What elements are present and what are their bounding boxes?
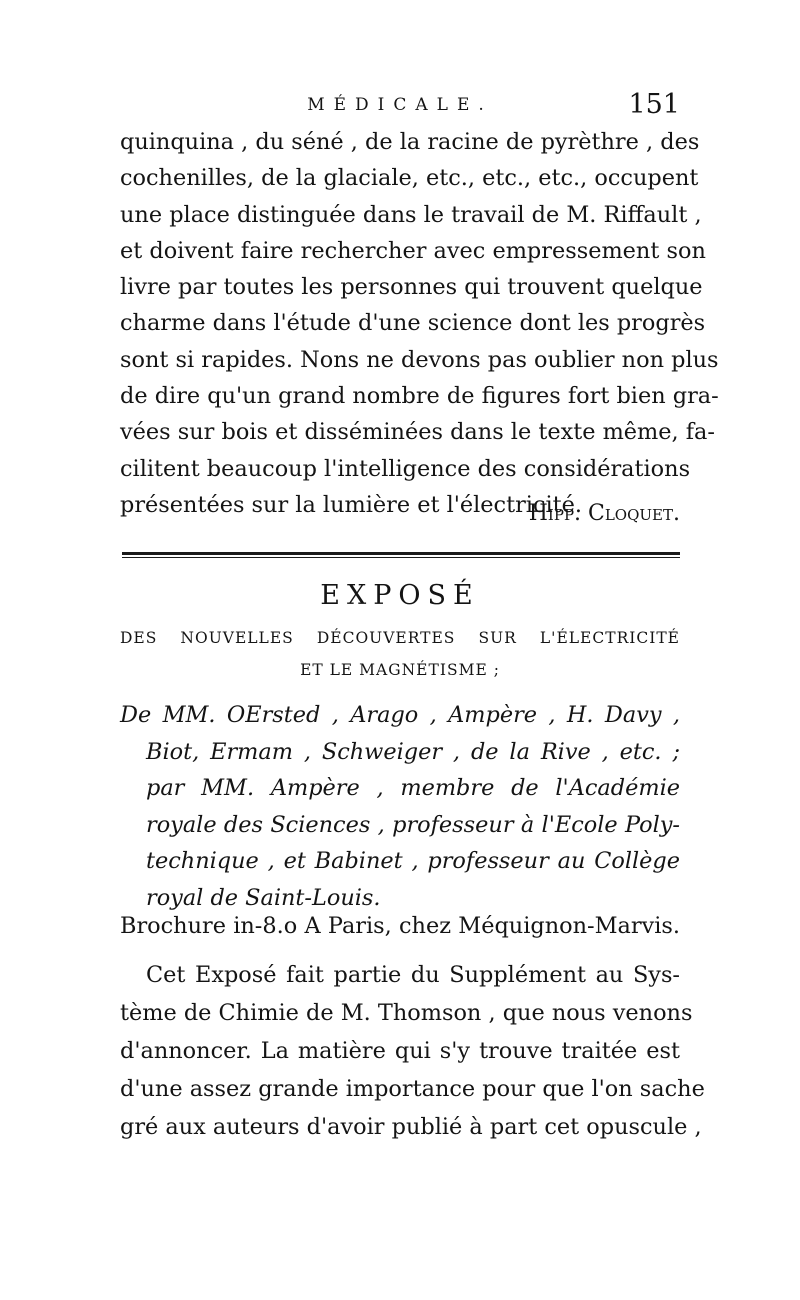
brochure-line: Brochure in-8.o A Paris, chez Méquignon-Marvis.: [120, 913, 680, 939]
text-line: gré aux auteurs d'avoir publié à part cet opuscule ,: [120, 1114, 702, 1140]
subtitle-line: DES NOUVELLES DÉCOUVERTES SUR L'ÉLECTRICITÉ: [120, 629, 680, 647]
text-line: Cet Exposé fait partie du Supplément au Sys-: [146, 962, 680, 988]
author-signature: Hipp. Cloquet.: [528, 501, 680, 526]
text-line: sont si rapides. Nons ne devons pas oublier non plus: [120, 346, 719, 373]
publication-info: [120, 908, 680, 944]
text-line: cilitent beaucoup l'intelligence des considérations: [120, 455, 691, 482]
text-line: une place distinguée dans le travail de M. Riffault ,: [120, 201, 702, 228]
text-line: et doivent faire rechercher avec empressement son: [120, 237, 706, 264]
divider-thick-line: [122, 552, 680, 555]
authors-block: [120, 697, 680, 916]
section-divider: [122, 552, 680, 558]
authors-line: royal de Saint-Louis.: [146, 884, 381, 911]
authors-line: technique , et Babinet , professeur au Collège: [146, 848, 680, 874]
divider-thin-line: [122, 557, 680, 558]
authors-line: Biot, Ermam , Schweiger , de la Rive , etc. ;: [146, 738, 680, 765]
text-line: cochenilles, de la glaciale, etc., etc., etc., occupent: [120, 165, 699, 192]
running-title: MÉDICALE.: [307, 95, 493, 115]
text-line: vées sur bois et disséminées dans le texte même, fa-: [120, 419, 715, 446]
paragraph-top: [120, 124, 719, 523]
text-line: quinquina , du séné , de la racine de pyrèthre , des: [120, 129, 700, 155]
authors-line: De MM. OErsted , Arago , Ampère , H. Davy ,: [120, 702, 680, 728]
text-line: présentées sur la lumière et l'électricité.: [120, 491, 583, 518]
text-line: d'une assez grande importance pour que l'on sache: [120, 1076, 705, 1102]
text-line: livre par toutes les personnes qui trouvent quelque: [120, 274, 703, 301]
section-title: EXPOSÉ: [320, 580, 480, 611]
text-line: charme dans l'étude d'une science dont les progrès: [120, 310, 706, 337]
authors-line: par MM. Ampère , membre de l'Académie: [146, 775, 680, 801]
authors-line: royale des Sciences , professeur à l'Ecole Poly-: [146, 811, 680, 838]
text-line: tème de Chimie de M. Thomson , que nous venons: [120, 1000, 693, 1026]
paragraph-bottom: [120, 956, 705, 1146]
text-line: de dire qu'un grand nombre de figures fort bien gra-: [120, 383, 719, 410]
page-number: 151: [628, 89, 680, 120]
running-head: [120, 88, 680, 122]
subtitle-line: ET LE MAGNÉTISME ;: [300, 661, 500, 679]
text-line: d'annoncer. La matière qui s'y trouve traitée est: [120, 1038, 680, 1064]
section-subtitle: [120, 622, 680, 686]
